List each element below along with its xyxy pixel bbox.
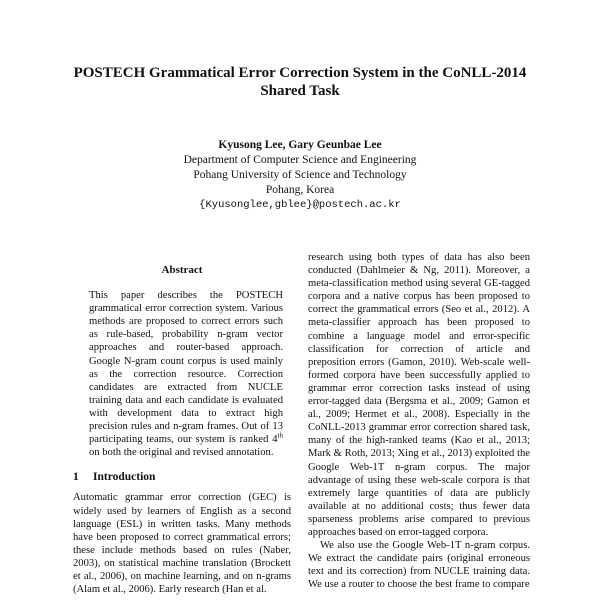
author-block — [60, 138, 540, 213]
right-column — [308, 251, 530, 591]
abstract-tail: on both the original and revised annotation. — [89, 447, 274, 459]
section-number: 1 — [73, 471, 79, 484]
right-paragraph-2: We also use the Google Web-1T n-gram corpus. We extract the candidate pairs (original erroneous text and its correction) from NUCLE training data. We use a router to choose the best frame to compare — [308, 540, 530, 591]
abstract-text — [89, 289, 283, 459]
left-column — [73, 264, 291, 596]
paper-title: POSTECH Grammatical Error Correction System in the CoNLL-2014 Shared Task — [73, 65, 527, 99]
right-paragraph-1: research using both types of data has also been conducted (Dahlmeier & Ng, 2011). Moreover, a meta-classification method using several GE-tagged corpora and a native corpus has been proposed to correct the grammatical errors (Seo et al., 2012). A meta-classifier approach has been proposed to combine a language model and error-specific classification for correction of article and preposition errors (Gamon, 2010). Web-scale well-formed corpora have been successfully applied to grammar error correction tasks instead of using error-tagged data (Bergsma et al., 2009; Gamon et al., 2009; Hermet et al., 2008). Especially in the CoNLL-2013 grammar error correction shared task, many of the high-ranked teams (Kao et al., 2013; Mark & Roth, 2013; Xing et al., 2013) exploited the Google Web-1T n-gram corpus. The major advantage of using these web-scale corpora is that extremely large quantities of data are publicly available at no additional costs; thus fewer data sparseness problems arise compared to previous approaches based on error-tagged corpora. — [308, 252, 530, 538]
author-names: Kyusong Lee, Gary Geunbae Lee — [218, 139, 382, 151]
abstract-heading: Abstract — [161, 264, 203, 276]
introduction-paragraph: Automatic grammar error correction (GEC) is widely used by learners of English as a second language (ESL) in written tasks. Many methods have been proposed to correct grammatical errors; these include methods based on rules (Naber, 2003), on statistical machine translation (Brockett et al., 2006), on machine learning, and on n-grams (Alam et al., 2006). Early research (Han et al. — [73, 492, 291, 596]
author-email: {Kyusonglee,gblee}@postech.ac.kr — [199, 199, 401, 211]
author-university: Pohang University of Science and Technology — [193, 169, 407, 181]
abstract-rank-superscript: th — [277, 431, 283, 440]
section-heading-introduction — [73, 471, 291, 484]
abstract-body: This paper describes the POSTECH grammatical error correction system. Various methods are proposed to correct errors such as rule-based, probability n-gram vector approaches and router-based approach. Google N-gram count corpus is used mainly as the correction resource. Correction candidates are extracted from NUCLE training data and each candidate is evaluated with development data to extract high precision rules and n-gram frames. Out of 13 participating teams, our system is ranked 4 — [89, 290, 283, 446]
author-department: Department of Computer Science and Engineering — [183, 154, 417, 166]
author-location: Pohang, Korea — [265, 184, 335, 196]
section-title: Introduction — [93, 471, 156, 484]
